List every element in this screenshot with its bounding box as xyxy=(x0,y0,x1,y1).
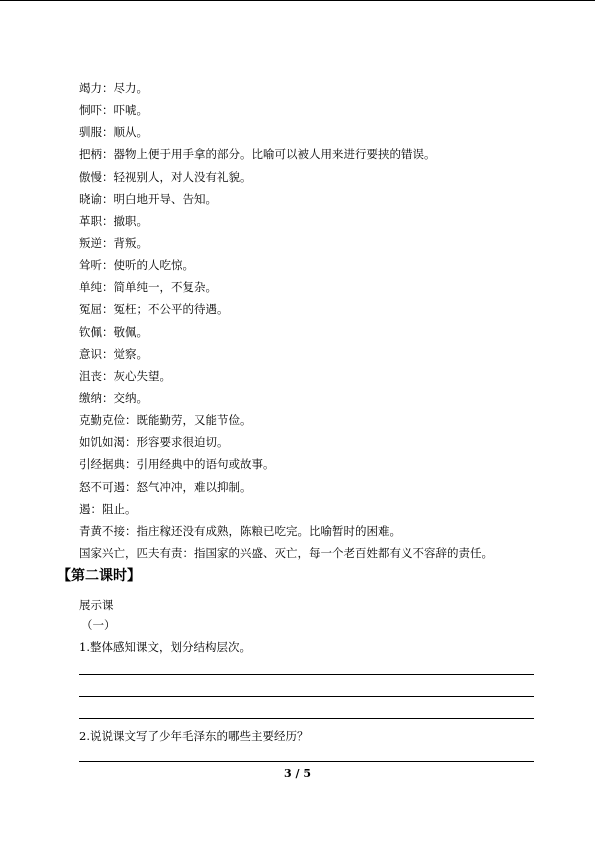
vocabulary-item: 单纯：简单纯一，不复杂。 xyxy=(79,280,217,295)
vocabulary-item: 青黄不接：指庄稼还没有成熟，陈粮已吃完。比喻暂时的困难。 xyxy=(79,523,401,538)
vocabulary-item: 怒不可遏：怒气冲冲，难以抑制。 xyxy=(79,479,252,494)
page-number: 3 / 5 xyxy=(284,767,311,780)
vocabulary-item: 竭力：尽力。 xyxy=(79,81,148,95)
question-2: 2.说说课文写了少年毛泽东的哪些主要经历？ xyxy=(79,729,309,743)
vocabulary-item: 晓谕：明白地开导、告知。 xyxy=(79,191,217,206)
vocabulary-item: 国家兴亡，匹夫有责：指国家的兴盛、灭亡，每一个老百姓都有义不容辞的责任。 xyxy=(79,545,493,560)
vocabulary-item: 引经据典：引用经典中的语句或故事。 xyxy=(79,457,275,472)
vocabulary-item: 如饥如渴：形容要求很迫切。 xyxy=(79,435,229,450)
lesson-type: 展示课 xyxy=(79,598,114,612)
vocabulary-item: 钦佩：敬佩。 xyxy=(79,324,148,339)
answer-line[interactable] xyxy=(79,718,534,719)
vocabulary-item: 革职：撤职。 xyxy=(79,213,148,228)
vocabulary-list xyxy=(79,77,559,564)
header-rule xyxy=(0,0,595,1)
section-heading: 【第二课时】 xyxy=(57,568,141,584)
vocabulary-item: 意识：觉察。 xyxy=(79,346,148,361)
vocabulary-item: 把柄：器物上便于用手拿的部分。比喻可以被人用来进行要挟的错误。 xyxy=(79,147,436,162)
answer-line[interactable] xyxy=(79,761,534,762)
part-label: （一） xyxy=(81,618,116,632)
question-1: 1.整体感知课文，划分结构层次。 xyxy=(79,640,251,654)
vocabulary-item: 傲慢：轻视别人，对人没有礼貌。 xyxy=(79,169,252,184)
vocabulary-item: 遏：阻止。 xyxy=(79,501,137,516)
answer-line[interactable] xyxy=(79,696,534,697)
vocabulary-item: 叛逆：背叛。 xyxy=(79,235,148,250)
vocabulary-item: 缴纳：交纳。 xyxy=(79,390,148,405)
vocabulary-item: 恫吓：吓唬。 xyxy=(79,103,148,118)
vocabulary-item: 驯服：顺从。 xyxy=(79,125,148,140)
vocabulary-item: 克勤克俭：既能勤劳，又能节俭。 xyxy=(79,413,252,428)
vocabulary-item: 沮丧：灰心失望。 xyxy=(79,368,171,383)
answer-line[interactable] xyxy=(79,674,534,675)
vocabulary-item: 冤屈：冤枉；不公平的待遇。 xyxy=(79,302,229,317)
vocabulary-item: 耸听：使听的人吃惊。 xyxy=(79,258,194,273)
